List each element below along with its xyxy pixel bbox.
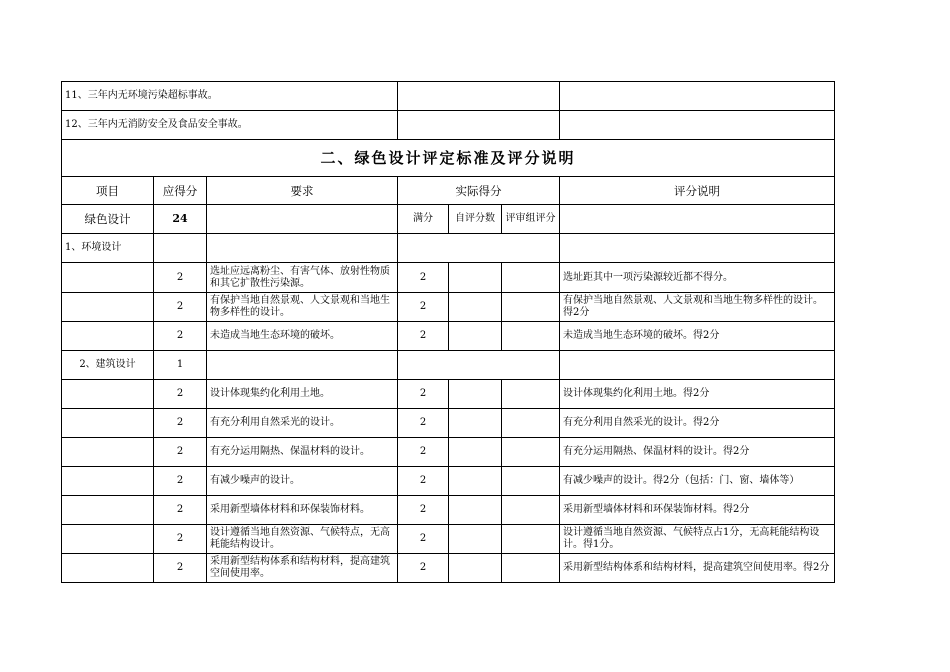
due-score: 2 — [154, 263, 207, 293]
table-row — [62, 380, 835, 409]
empty-cell[interactable] — [62, 554, 154, 583]
self-score-cell[interactable] — [449, 496, 502, 525]
table-row — [62, 293, 835, 322]
empty-cell[interactable] — [62, 496, 154, 525]
empty-cell[interactable] — [398, 351, 560, 380]
self-score-cell[interactable] — [449, 554, 502, 583]
table-row — [62, 525, 835, 554]
self-score-cell[interactable] — [449, 438, 502, 467]
full-score-header: 满分 — [398, 205, 449, 234]
review-score-cell[interactable] — [502, 322, 560, 351]
note-text: 采用新型结构体系和结构材料，提高建筑空间使用率。得2分 — [560, 554, 835, 583]
full-score: 2 — [398, 554, 449, 583]
empty-cell[interactable] — [62, 409, 154, 438]
self-score-cell[interactable] — [449, 409, 502, 438]
empty-cell[interactable] — [207, 234, 398, 263]
full-score: 2 — [398, 380, 449, 409]
self-score-cell[interactable] — [449, 322, 502, 351]
table-row — [62, 554, 835, 583]
empty-cell[interactable] — [207, 351, 398, 380]
requirement-text: 设计体现集约化利用土地。 — [207, 380, 398, 409]
full-score: 2 — [398, 322, 449, 351]
empty-cell[interactable] — [62, 322, 154, 351]
due-score: 2 — [154, 409, 207, 438]
note-text: 有充分利用自然采光的设计。得2分 — [560, 409, 835, 438]
self-score-cell[interactable] — [449, 293, 502, 322]
empty-cell[interactable] — [62, 467, 154, 496]
note-text: 有充分运用隔热、保温材料的设计。得2分 — [560, 438, 835, 467]
full-score: 2 — [398, 263, 449, 293]
review-score-cell[interactable] — [502, 409, 560, 438]
criterion-text: 11、三年内无环境污染超标事故。 — [62, 82, 398, 111]
header-explanation: 评分说明 — [560, 177, 835, 205]
self-score-cell[interactable] — [449, 380, 502, 409]
full-score: 2 — [398, 409, 449, 438]
empty-cell[interactable] — [62, 380, 154, 409]
title-row — [62, 140, 835, 177]
review-score-cell[interactable] — [502, 293, 560, 322]
requirement-text: 采用新型结构体系和结构材料，提高建筑空间使用率。 — [207, 554, 398, 583]
empty-cell[interactable] — [398, 111, 560, 140]
empty-cell[interactable] — [560, 82, 835, 111]
review-score-cell[interactable] — [502, 438, 560, 467]
review-score-cell[interactable] — [502, 525, 560, 554]
requirement-text: 有充分运用隔热、保温材料的设计。 — [207, 438, 398, 467]
table-row — [62, 496, 835, 525]
section-row — [62, 351, 835, 380]
empty-cell[interactable] — [560, 205, 835, 234]
empty-cell[interactable] — [62, 525, 154, 554]
table-row — [62, 263, 835, 293]
section-due-score: 1 — [154, 351, 207, 380]
header-due-score: 应得分 — [154, 177, 207, 205]
empty-cell[interactable] — [62, 293, 154, 322]
due-score: 2 — [154, 293, 207, 322]
section-label: 2、建筑设计 — [62, 351, 154, 380]
table-row — [62, 82, 835, 111]
header-actual-score: 实际得分 — [398, 177, 560, 205]
due-score: 2 — [154, 380, 207, 409]
empty-cell[interactable] — [560, 111, 835, 140]
requirement-text: 选址应远离粉尘、有害气体、放射性物质和其它扩散性污染源。 — [207, 263, 398, 293]
table-row — [62, 467, 835, 496]
review-score-cell[interactable] — [502, 554, 560, 583]
due-score: 2 — [154, 438, 207, 467]
table-row — [62, 322, 835, 351]
table-row — [62, 409, 835, 438]
requirement-text: 有充分利用自然采光的设计。 — [207, 409, 398, 438]
requirement-text: 有保护当地自然景观、人文景观和当地生物多样性的设计。 — [207, 293, 398, 322]
due-score: 2 — [154, 467, 207, 496]
empty-cell[interactable] — [398, 234, 560, 263]
review-score-header: 评审组评分 — [502, 205, 560, 234]
due-score: 2 — [154, 554, 207, 583]
self-score-cell[interactable] — [449, 467, 502, 496]
review-score-cell[interactable] — [502, 467, 560, 496]
full-score: 2 — [398, 293, 449, 322]
empty-cell[interactable] — [62, 438, 154, 467]
green-design-label: 绿色设计 — [62, 205, 154, 234]
section-title: 二、绿色设计评定标准及评分说明 — [62, 140, 835, 177]
review-score-cell[interactable] — [502, 380, 560, 409]
green-design-score: 24 — [154, 205, 207, 234]
empty-cell[interactable] — [560, 234, 835, 263]
section-row — [62, 234, 835, 263]
note-text: 采用新型墙体材料和环保装饰材料。得2分 — [560, 496, 835, 525]
requirement-text: 采用新型墙体材料和环保装饰材料。 — [207, 496, 398, 525]
requirement-text: 未造成当地生态环境的破坏。 — [207, 322, 398, 351]
empty-cell[interactable] — [560, 351, 835, 380]
due-score: 2 — [154, 496, 207, 525]
section-label: 1、环境设计 — [62, 234, 154, 263]
note-text: 有保护当地自然景观、人文景观和当地生物多样性的设计。得2分 — [560, 293, 835, 322]
full-score: 2 — [398, 496, 449, 525]
note-text: 设计遵循当地自然资源、气候特点占1分，无高耗能结构设计。得1分。 — [560, 525, 835, 554]
note-text: 有减少噪声的设计。得2分（包括：门、窗、墙体等） — [560, 467, 835, 496]
criterion-text: 12、三年内无消防安全及食品安全事故。 — [62, 111, 398, 140]
self-score-header: 自评分数 — [449, 205, 502, 234]
empty-cell[interactable] — [398, 82, 560, 111]
full-score: 2 — [398, 438, 449, 467]
header-requirement: 要求 — [207, 177, 398, 205]
due-score: 2 — [154, 525, 207, 554]
full-score: 2 — [398, 467, 449, 496]
note-text: 选址距其中一项污染源较近都不得分。 — [560, 263, 835, 293]
table-row — [62, 438, 835, 467]
note-text: 未造成当地生态环境的破坏。得2分 — [560, 322, 835, 351]
full-score: 2 — [398, 525, 449, 554]
score-table — [61, 81, 835, 583]
empty-cell[interactable] — [154, 234, 207, 263]
header-item: 项目 — [62, 177, 154, 205]
requirement-text: 有减少噪声的设计。 — [207, 467, 398, 496]
empty-cell[interactable] — [207, 205, 398, 234]
header-row — [62, 177, 835, 205]
self-score-cell[interactable] — [449, 263, 502, 293]
review-score-cell[interactable] — [502, 496, 560, 525]
score-sheet — [61, 81, 834, 583]
review-score-cell[interactable] — [502, 263, 560, 293]
empty-cell[interactable] — [62, 263, 154, 293]
note-text: 设计体现集约化利用土地。得2分 — [560, 380, 835, 409]
due-score: 2 — [154, 322, 207, 351]
table-row — [62, 111, 835, 140]
self-score-cell[interactable] — [449, 525, 502, 554]
green-design-row — [62, 205, 835, 234]
requirement-text: 设计遵循当地自然资源、气候特点，无高耗能结构设计。 — [207, 525, 398, 554]
